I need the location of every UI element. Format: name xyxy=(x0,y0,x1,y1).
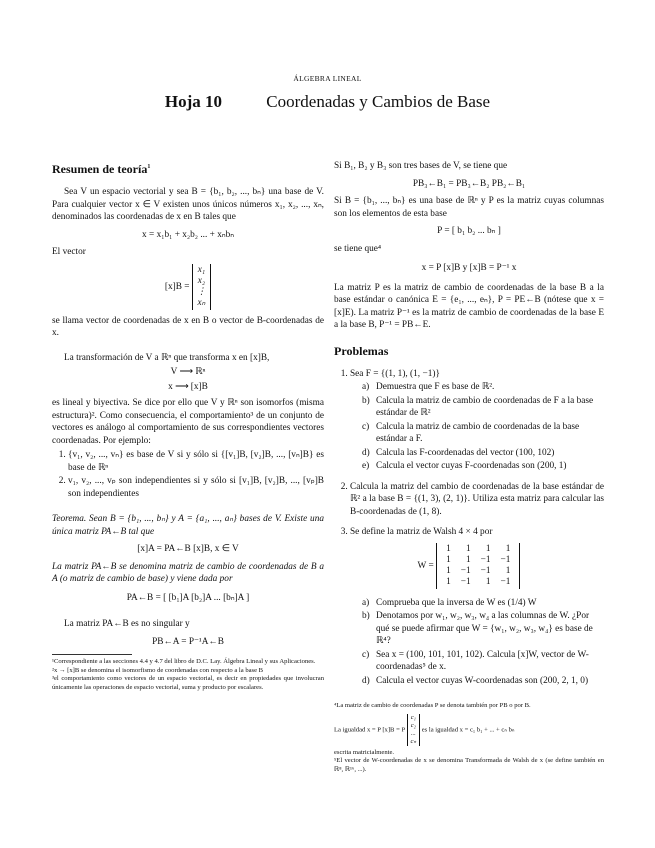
equation-inverse: PB←A = P⁻¹A←B xyxy=(152,636,224,647)
sheet-title: Coordenadas y Cambios de Base xyxy=(266,92,491,111)
list-item: c) Calcula la matriz de cambio de coordenadas de la base estándar a F. xyxy=(362,421,580,444)
example-list xyxy=(52,449,324,500)
right-column xyxy=(334,160,604,774)
left-column xyxy=(52,160,324,692)
footnote-rule xyxy=(52,654,132,655)
list-item: b) Calcula la matriz de cambio de coordenadas de F a la base estándar de ℝ² xyxy=(362,395,594,418)
el-vector-text: El vector xyxy=(52,247,86,257)
walsh-matrix: 1 1 1 1 1 1 −1 −1 1 −1 −1 1 1 −1 1 −1 xyxy=(436,543,520,589)
matrix-entry: x₂ xyxy=(197,275,206,286)
list-item: d) Calcula el vector cuyas W-coordenadas son (200, 2, 1, 0) xyxy=(362,675,589,686)
list-item: 2. v₁, v₂, ..., vₚ son independientes si y sólo si [v₁]B, [v₂]B, ..., [vₚ]B son independientes xyxy=(68,475,324,500)
list-item: 1. {v₁, v₂, ..., vₙ} es base de V si y sólo si {[v₁]B, [v₂]B, ..., [vₙ]B} es base de ℝⁿ xyxy=(68,449,324,474)
problem-1-text: Sea F = {(1, 1), (1, −1)} xyxy=(350,368,440,379)
problem-3-items xyxy=(350,597,604,688)
sheet-number: Hoja 10 xyxy=(164,92,223,111)
coordinate-vector-lhs: [x]B = xyxy=(164,281,190,292)
theory-paragraph-6: La matriz PA←B es no singular y xyxy=(64,619,190,629)
theory-paragraph-5: La matriz PA←B se denomina matriz de cambio de coordenadas de B a A (o matriz de cambio de base) y viene dada por xyxy=(52,561,324,584)
page-title xyxy=(0,92,655,112)
equation-coordinates: x = P [x]B y [x]B = P⁻¹ x xyxy=(421,263,517,273)
map-line-1: V ⟶ ℝⁿ xyxy=(170,367,206,377)
theory-paragraph-2: se llama vector de coordenadas de x en B o vector de B-coordenadas de x. xyxy=(52,315,324,338)
footnote-4-equation: La igualdad x = P [x]B = P c₁ c₂ ... cₙ es la igualdad x = c₁ b₁ + ... + cₙ bₙ xyxy=(334,713,515,745)
problems-list xyxy=(334,368,604,688)
problem-3-text: Se define la matriz de Walsh 4 × 4 por xyxy=(350,527,493,537)
list-item: e) Calcula el vector cuyas F-coordenadas son (200, 1) xyxy=(362,461,567,471)
list-item: b) Denotamos por w₁, w₂, w₃, w₄ a las columnas de W. ¿Por qué se puede afirmar que W = {w₁, w₂, w₃, w₄} es base de ℝ⁴? xyxy=(362,611,593,646)
matrix-entry: ⋮ xyxy=(196,286,207,297)
footnote-5: ⁵El vector de W-coordenadas de x se denomina Transformada de Walsh de x (se define también en ℝ⁸, ℝ¹⁶, ...). xyxy=(334,757,604,773)
equation-theorem: [x]A = PA←B [x]B, x ∈ V xyxy=(137,544,239,554)
equation-basis-matrix: P = [ b₁ b₂ ... bₙ ] xyxy=(437,226,501,236)
footnote-4-end: escrita matricialmente. xyxy=(334,748,395,756)
footnote-3: ³el comportamiento como vectores de un espacio vectorial, es decir en propiedades que involucran únicamente las operaciones de espacio vectorial, suma y producto por escalares. xyxy=(52,675,324,691)
list-item: c) Sea x = (100, 101, 101, 102). Calcula [x]W, vector de W-coordenadas⁵ de x. xyxy=(362,649,589,672)
right-paragraph-4: La matriz P es la matriz de cambio de coordenadas de la base B a la base estándar o canónica E = {e₁, ..., eₙ}, P = PE←B (nótese que x = [x]E). La matriz P⁻¹ es la matriz de cambio de coordenadas de la base E a la base B, P⁻¹ = PB←E. xyxy=(334,282,604,330)
right-paragraph-2: Si B = {b₁, ..., bₙ} es una base de ℝⁿ y P es la matriz cuyas columnas son los elementos de esta base xyxy=(334,196,604,219)
problem-2: 2. Calcula la matriz del cambio de coordenadas de la base estándar de ℝ² a la base B = {(1, 3), (2, 1)}. Utiliza esta matriz para calcular las B-coordenadas de (1, 8). xyxy=(350,481,604,519)
problems-heading: Problemas xyxy=(334,343,389,358)
coordinate-vector-equation xyxy=(52,264,324,310)
footnote-1: ¹Correspondiente a las secciones 4.4 y 4.7 del libro de D.C. Lay. Álgebra Lineal y sus Aplicaciones. xyxy=(52,658,316,665)
walsh-lhs: W = xyxy=(417,560,434,571)
equation-linear-combination: x = x₁b₁ + x₂b₂ ... + xₙbₙ xyxy=(142,229,234,240)
map-line-2: x ⟶ [x]B xyxy=(168,381,208,392)
problem-1-items xyxy=(350,381,604,473)
subject-label: ÁLGEBRA LINEAL xyxy=(293,74,362,83)
theory-heading: Resumen de teoría$^1$ xyxy=(52,162,151,176)
matrix-entry: x₁ xyxy=(197,264,206,275)
theorem-text: Teorema. Sean B = {b₁, ..., bₙ} y A = {a₁, ..., aₙ} bases de V. Existe una única matriz PA←B tal que xyxy=(52,514,324,537)
footnote-4: ⁴La matriz de cambio de coordenadas P se denota también por PB o por B. xyxy=(334,702,531,709)
theory-paragraph-3: La transformación de V a ℝⁿ que transforma x en [x]B, xyxy=(64,352,270,363)
equation-composition: PB₃←B₁ = PB₃←B₂ PB₂←B₁ xyxy=(412,178,526,189)
walsh-equation xyxy=(334,543,604,589)
theory-paragraph-4: es lineal y biyectiva. Se dice por ello que V y ℝⁿ son isomorfos (misma estructura)². Como consecuencia, el comportamiento³ de un conjunto de vectores es análogo al comportamiento de sus correspondientes vectores coordenadas. Por ejemplo: xyxy=(52,398,324,446)
problem-1 xyxy=(350,368,604,473)
coordinate-vector-matrix xyxy=(192,264,211,310)
matrix-entry: xₙ xyxy=(197,297,206,308)
theory-paragraph-1: Sea V un espacio vectorial y sea B = {b₁, b₂, ..., bₙ} una base de V. Para cualquier vector x ∈ V existen unos únicos números x₁, x₂, ..., xₙ, denominados las coordenadas de x en B tales que xyxy=(52,187,324,222)
footnote-vector-matrix: c₁ c₂ ... cₙ xyxy=(407,714,421,746)
problem-3 xyxy=(350,526,604,687)
right-paragraph-3: se tiene que⁴ xyxy=(334,243,382,254)
list-item: a) Comprueba que la inversa de W es (1/4) W xyxy=(362,597,537,608)
footnote-2: ²x → [x]B se denomina el isomorfismo de coordenadas con respecto a la base B xyxy=(52,666,264,674)
list-item: a) Demuestra que F es base de ℝ². xyxy=(362,382,495,392)
list-item: d) Calcula las F-coordenadas del vector (100, 102) xyxy=(362,447,555,458)
right-paragraph-1: Si B₁, B₂ y B₃ son tres bases de V, se tiene que xyxy=(334,161,508,171)
equation-change-matrix: PA←B = [ [b₁]A [b₂]A ... [bₙ]A ] xyxy=(126,592,250,603)
